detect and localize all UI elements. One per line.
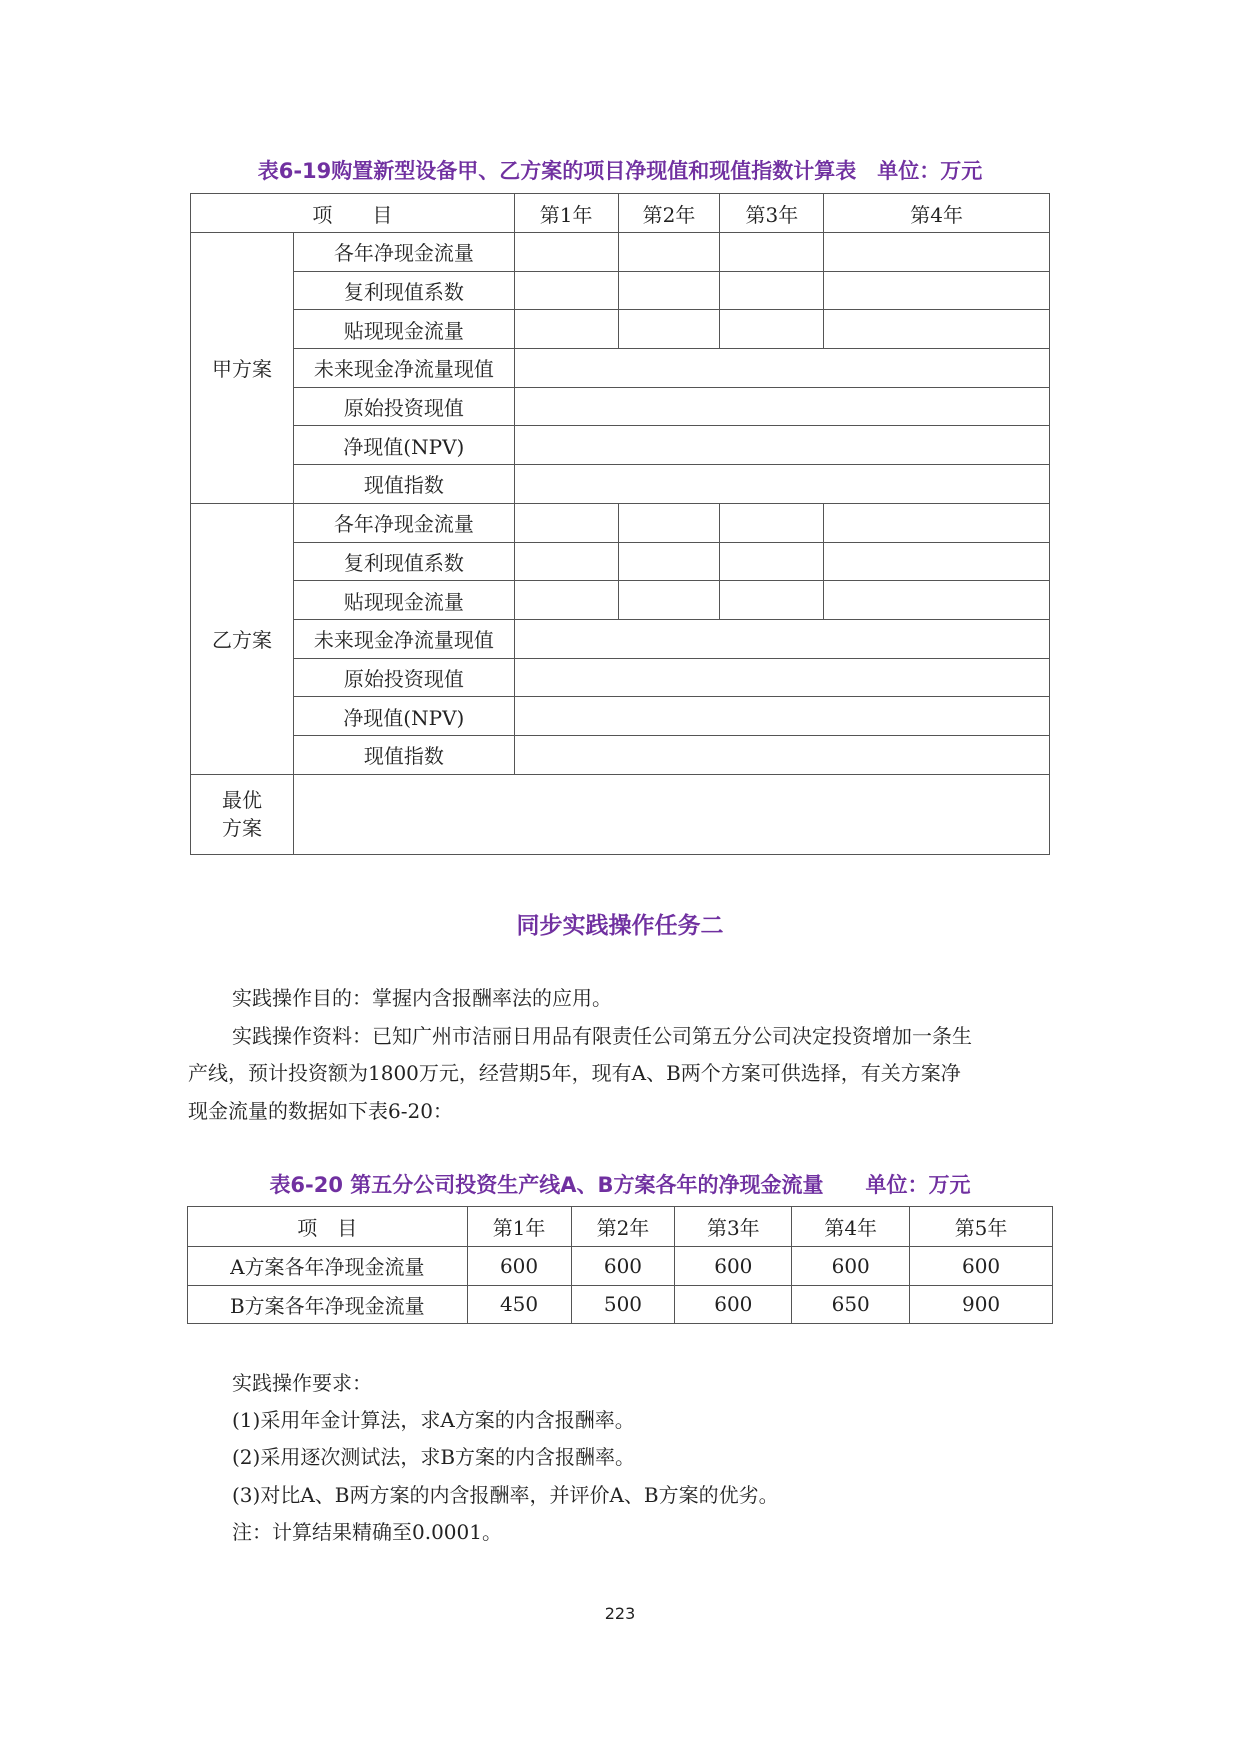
row-label: A方案各年净现金流量 xyxy=(188,1247,468,1286)
empty-cell xyxy=(720,503,824,542)
empty-cell xyxy=(720,310,824,349)
empty-cell xyxy=(618,542,720,581)
empty-cell xyxy=(824,310,1050,349)
value-cell: 600 xyxy=(910,1247,1053,1286)
empty-cell xyxy=(514,658,1049,697)
empty-cell xyxy=(514,619,1049,658)
empty-cell xyxy=(824,542,1050,581)
table-row xyxy=(191,271,1050,310)
empty-cell xyxy=(514,233,618,272)
row-label: 各年净现金流量 xyxy=(293,233,514,272)
empty-cell xyxy=(514,310,618,349)
header-cell: 第1年 xyxy=(467,1207,571,1247)
empty-cell xyxy=(618,581,720,620)
table-row xyxy=(188,1247,1053,1286)
empty-cell xyxy=(720,581,824,620)
empty-cell xyxy=(514,542,618,581)
header-cell: 第3年 xyxy=(675,1207,792,1247)
empty-cell xyxy=(514,697,1049,736)
header-cell: 项 目 xyxy=(191,194,515,233)
value-cell: 600 xyxy=(467,1247,571,1286)
value-cell: 600 xyxy=(675,1247,792,1286)
row-label: 净现值(NPV) xyxy=(293,426,514,465)
table-row xyxy=(191,619,1050,658)
header-row xyxy=(191,194,1050,233)
empty-cell xyxy=(720,542,824,581)
paragraph: 现金流量的数据如下表6-20： xyxy=(188,1099,453,1123)
empty-cell xyxy=(720,233,824,272)
empty-cell xyxy=(293,774,1049,854)
row-label: 净现值(NPV) xyxy=(293,697,514,736)
empty-cell xyxy=(514,503,618,542)
note: 注：计算结果精确至0.0001。 xyxy=(232,1520,502,1544)
row-label: 未来现金净流量现值 xyxy=(293,619,514,658)
requirement-item: (1)采用年金计算法，求A方案的内含报酬率。 xyxy=(232,1408,635,1432)
scheme-label: 甲方案 xyxy=(191,233,294,504)
requirement-item: (2)采用逐次测试法，求B方案的内含报酬率。 xyxy=(232,1445,636,1469)
header-cell: 第3年 xyxy=(720,194,824,233)
paragraph: 实践操作资料：已知广州市洁丽日用品有限责任公司第五分公司决定投资增加一条生 xyxy=(232,1024,972,1048)
empty-cell xyxy=(824,503,1050,542)
best-scheme-row xyxy=(191,774,1050,854)
table-row xyxy=(188,1285,1053,1324)
empty-cell xyxy=(618,271,720,310)
row-label: 复利现值系数 xyxy=(293,542,514,581)
empty-cell xyxy=(720,271,824,310)
table-row xyxy=(191,735,1050,774)
empty-cell xyxy=(514,349,1049,388)
value-cell: 450 xyxy=(467,1285,571,1324)
empty-cell xyxy=(514,735,1049,774)
requirement-item: (3)对比A、B两方案的内含报酬率，并评价A、B方案的优劣。 xyxy=(232,1483,779,1507)
table-row xyxy=(191,581,1050,620)
scheme-label: 乙方案 xyxy=(191,503,294,774)
table2-title: 表6-20 第五分公司投资生产线A、B方案各年的净现金流量 单位：万元 xyxy=(269,1173,971,1197)
row-label: 现值指数 xyxy=(293,465,514,504)
row-label: 未来现金净流量现值 xyxy=(293,349,514,388)
header-cell: 第4年 xyxy=(792,1207,910,1247)
empty-cell xyxy=(618,503,720,542)
value-cell: 600 xyxy=(571,1247,675,1286)
header-cell: 第4年 xyxy=(824,194,1050,233)
empty-cell xyxy=(514,581,618,620)
empty-cell xyxy=(824,271,1050,310)
value-cell: 650 xyxy=(792,1285,910,1324)
row-label: 贴现现金流量 xyxy=(293,581,514,620)
row-label: 各年净现金流量 xyxy=(293,503,514,542)
page-number: 223 xyxy=(604,1604,636,1623)
row-label: 原始投资现值 xyxy=(293,658,514,697)
header-cell: 第2年 xyxy=(571,1207,675,1247)
empty-cell xyxy=(824,581,1050,620)
header-row xyxy=(188,1207,1053,1247)
value-cell: 900 xyxy=(910,1285,1053,1324)
empty-cell xyxy=(514,387,1049,426)
table-row xyxy=(191,233,1050,272)
row-label: B方案各年净现金流量 xyxy=(188,1285,468,1324)
table-row xyxy=(191,697,1050,736)
row-label: 原始投资现值 xyxy=(293,387,514,426)
best-scheme-label: 最优方案 xyxy=(191,774,294,854)
empty-cell xyxy=(618,310,720,349)
table-row xyxy=(191,465,1050,504)
empty-cell xyxy=(824,233,1050,272)
empty-cell xyxy=(514,271,618,310)
value-cell: 600 xyxy=(792,1247,910,1286)
paragraph: 实践操作目的：掌握内含报酬率法的应用。 xyxy=(232,986,612,1010)
table-row xyxy=(191,426,1050,465)
header-cell: 第2年 xyxy=(618,194,720,233)
table1-title: 表6-19购置新型设备甲、乙方案的项目净现值和现值指数计算表 单位：万元 xyxy=(257,159,983,183)
row-label: 贴现现金流量 xyxy=(293,310,514,349)
header-cell: 项 目 xyxy=(188,1207,468,1247)
value-cell: 500 xyxy=(571,1285,675,1324)
row-label: 复利现值系数 xyxy=(293,271,514,310)
empty-cell xyxy=(514,465,1049,504)
table-row xyxy=(191,310,1050,349)
requirements-heading: 实践操作要求： xyxy=(232,1371,372,1395)
table-row xyxy=(191,349,1050,388)
row-label: 现值指数 xyxy=(293,735,514,774)
paragraph: 产线，预计投资额为1800万元，经营期5年，现有A、B两个方案可供选择，有关方案净 xyxy=(188,1061,961,1085)
table-row xyxy=(191,387,1050,426)
header-cell: 第5年 xyxy=(910,1207,1053,1247)
table-row xyxy=(191,503,1050,542)
npv-calculation-table xyxy=(190,193,1050,855)
value-cell: 600 xyxy=(675,1285,792,1324)
header-cell: 第1年 xyxy=(514,194,618,233)
empty-cell xyxy=(618,233,720,272)
cash-flow-table xyxy=(187,1206,1053,1324)
empty-cell xyxy=(514,426,1049,465)
table-row xyxy=(191,542,1050,581)
section-heading: 同步实践操作任务二 xyxy=(516,913,724,939)
table-row xyxy=(191,658,1050,697)
